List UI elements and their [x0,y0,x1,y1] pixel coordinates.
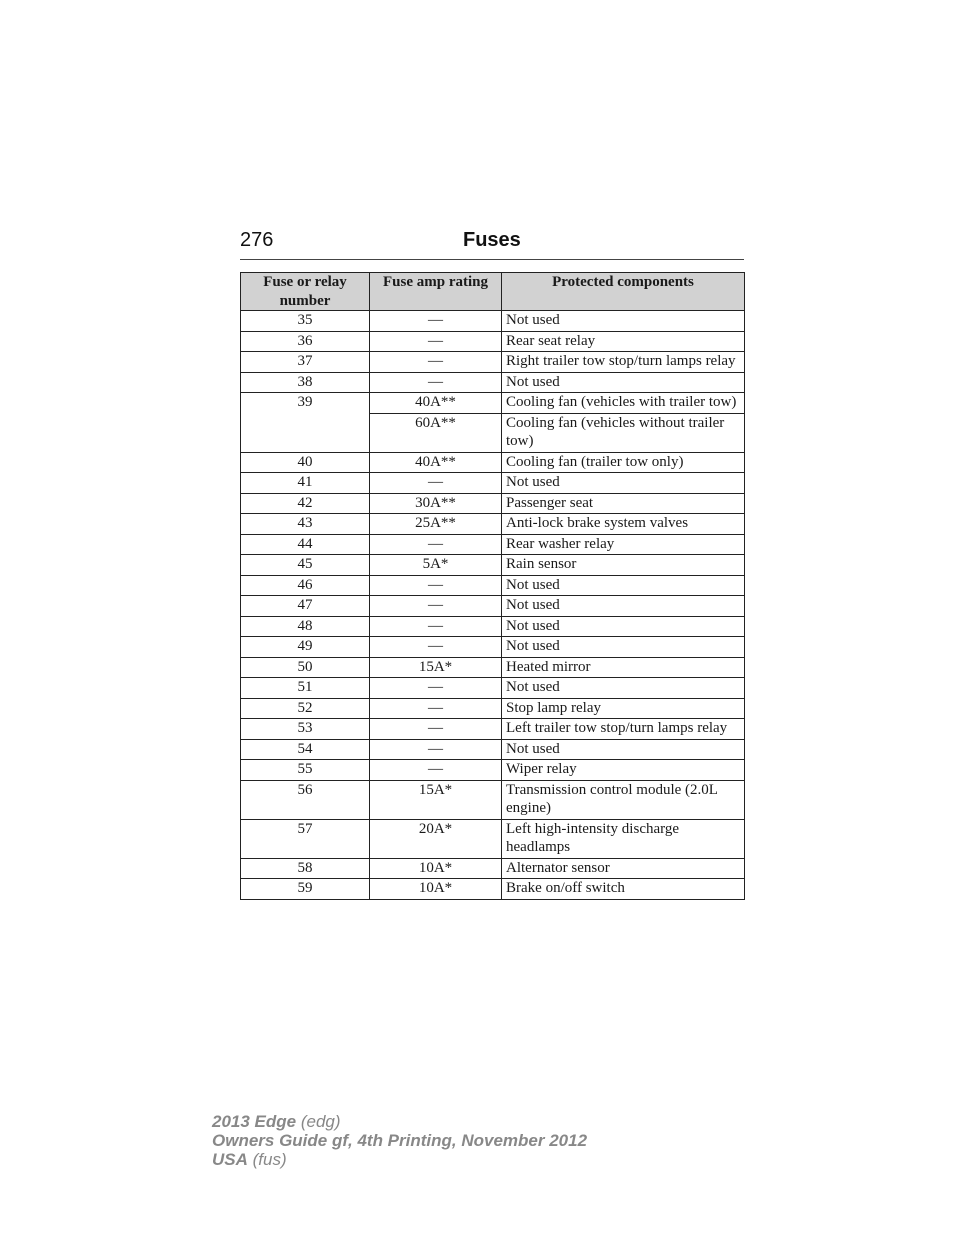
table-row [241,719,745,740]
amp-rating-cell: — [370,739,502,760]
table-row [241,555,745,576]
fuse-number-cell: 42 [241,493,370,514]
amp-rating-cell: — [370,575,502,596]
amp-rating-cell: 15A* [370,657,502,678]
fuse-number-cell: 57 [241,819,370,858]
component-cell: Cooling fan (vehicles without trailer tow) [502,413,745,452]
fuse-number-cell: 53 [241,719,370,740]
table-row [241,616,745,637]
table-row [241,858,745,879]
component-cell: Heated mirror [502,657,745,678]
amp-rating-cell: — [370,534,502,555]
component-cell: Not used [502,616,745,637]
fuse-number-cell: 47 [241,596,370,617]
amp-rating-cell: 30A** [370,493,502,514]
fuse-number-cell: 55 [241,760,370,781]
table-row [241,372,745,393]
component-cell: Left trailer tow stop/turn lamps relay [502,719,745,740]
amp-rating-cell: — [370,596,502,617]
amp-rating-cell: — [370,473,502,494]
page-header [240,229,744,260]
component-cell: Not used [502,372,745,393]
footer-printing: Owners Guide gf, 4th Printing, November 2012 [212,1131,588,1150]
component-cell: Wiper relay [502,760,745,781]
amp-rating-cell: — [370,678,502,699]
column-header-amp-rating: Fuse amp rating [370,273,502,311]
fuse-number-cell: 36 [241,331,370,352]
amp-rating-cell: — [370,616,502,637]
fuse-number-cell: 45 [241,555,370,576]
table-row [241,452,745,473]
footer-line-1 [212,1112,587,1131]
fuse-number-cell: 52 [241,698,370,719]
footer-model-code: (edg) [300,1112,341,1131]
component-cell: Rain sensor [502,555,745,576]
fuse-number-cell: 49 [241,637,370,658]
component-cell: Not used [502,678,745,699]
fuse-number-cell: 51 [241,678,370,699]
amp-rating-cell: — [370,637,502,658]
table-row [241,311,745,332]
amp-rating-cell: — [370,311,502,332]
component-cell: Brake on/off switch [502,879,745,900]
amp-rating-cell: — [370,760,502,781]
fuse-number-cell: 35 [241,311,370,332]
component-cell: Left high-intensity discharge headlamps [502,819,745,858]
amp-rating-cell: 5A* [370,555,502,576]
fuse-number-cell: 37 [241,352,370,373]
fuse-number-cell: 39 [241,393,370,453]
amp-rating-cell: 20A* [370,819,502,858]
component-cell: Anti-lock brake system valves [502,514,745,535]
component-cell: Cooling fan (trailer tow only) [502,452,745,473]
table-row [241,575,745,596]
component-cell: Stop lamp relay [502,698,745,719]
amp-rating-cell: 40A** [370,452,502,473]
table-row [241,819,745,858]
amp-rating-cell: 10A* [370,858,502,879]
component-cell: Not used [502,311,745,332]
component-cell: Rear seat relay [502,331,745,352]
amp-rating-cell: — [370,372,502,393]
table-row [241,760,745,781]
table-row [241,473,745,494]
fuse-number-cell: 40 [241,452,370,473]
table-row [241,657,745,678]
amp-rating-cell: 25A** [370,514,502,535]
footer-region-code: (fus) [252,1150,287,1169]
component-cell: Not used [502,596,745,617]
amp-rating-cell: 40A** [370,393,502,414]
amp-rating-cell: — [370,331,502,352]
fuse-number-cell: 59 [241,879,370,900]
column-header-fuse-number: Fuse or relay number [241,273,370,311]
component-cell: Alternator sensor [502,858,745,879]
fuse-number-cell: 56 [241,780,370,819]
amp-rating-cell: 10A* [370,879,502,900]
table-row [241,698,745,719]
table-row [241,534,745,555]
fuse-number-cell: 54 [241,739,370,760]
component-cell: Not used [502,575,745,596]
fuse-number-cell: 38 [241,372,370,393]
fuse-number-cell: 46 [241,575,370,596]
table-row [241,514,745,535]
amp-rating-cell: — [370,352,502,373]
footer-line-2 [212,1131,587,1150]
table-row [241,739,745,760]
column-header-protected-components: Protected components [502,273,745,311]
table-row [241,596,745,617]
table-row [241,331,745,352]
fuse-number-cell: 50 [241,657,370,678]
amp-rating-cell: — [370,698,502,719]
component-cell: Not used [502,739,745,760]
document-footer [212,1112,587,1169]
fuse-number-cell: 43 [241,514,370,535]
fuse-number-cell: 44 [241,534,370,555]
fuse-number-cell: 58 [241,858,370,879]
amp-rating-cell: — [370,719,502,740]
fuse-number-cell: 48 [241,616,370,637]
table-row [241,393,745,414]
amp-rating-cell: 60A** [370,413,502,452]
component-cell: Cooling fan (vehicles with trailer tow) [502,393,745,414]
table-row [241,493,745,514]
table-row [241,678,745,699]
page-number: 276 [240,229,274,251]
component-cell: Transmission control module (2.0L engine) [502,780,745,819]
amp-rating-cell: 15A* [370,780,502,819]
fuse-table [240,272,745,900]
footer-region: USA [212,1150,248,1169]
footer-model: 2013 Edge [212,1112,297,1131]
table-row [241,780,745,819]
table-row [241,637,745,658]
table-header-row [241,273,745,311]
component-cell: Passenger seat [502,493,745,514]
section-title: Fuses [463,229,521,251]
footer-line-3 [212,1150,587,1169]
component-cell: Not used [502,473,745,494]
table-row [241,352,745,373]
component-cell: Not used [502,637,745,658]
table-row [241,879,745,900]
component-cell: Rear washer relay [502,534,745,555]
component-cell: Right trailer tow stop/turn lamps relay [502,352,745,373]
fuse-number-cell: 41 [241,473,370,494]
